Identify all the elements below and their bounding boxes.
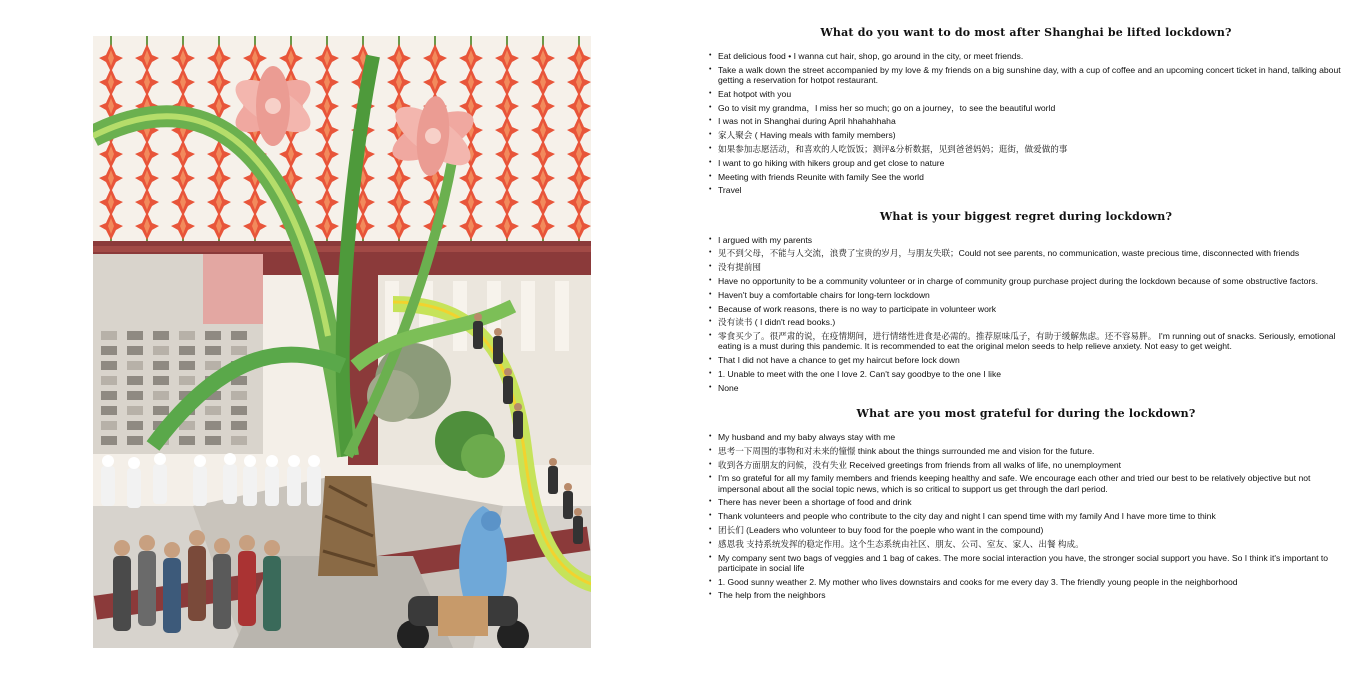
answer-item: • The help from the neighbors xyxy=(706,590,1346,600)
collage-svg xyxy=(93,36,591,648)
answer-item: • 思考一下周围的事物和对未来的憧憬 think about the things surrounded me and vision for the future. xyxy=(706,446,1346,456)
answer-item: • None xyxy=(706,383,1346,393)
answer-item: • There has never been a shortage of food and drink xyxy=(706,497,1346,507)
answer-list xyxy=(706,432,1346,601)
answer-item: • 见不到父母，不能与人交流，浪费了宝贵的岁月，与朋友失联；Could not see parents, no communication, waste precious time, disconnected with friends xyxy=(706,248,1346,258)
answer-list xyxy=(706,235,1346,393)
section-title: What is your biggest regret during lockdown? xyxy=(879,209,1173,223)
section-biggest-regret xyxy=(706,210,1346,393)
answer-item: • Go to visit my grandma，I miss her so much; go on a journey，to see the beautiful world xyxy=(706,103,1346,113)
answer-item: • I was not in Shanghai during April hhahahhaha xyxy=(706,116,1346,126)
answer-item: • 没有提前囤 xyxy=(706,262,1346,272)
answer-item: • My husband and my baby always stay with me xyxy=(706,432,1346,442)
survey-text-panel xyxy=(706,20,1346,665)
answer-item: • I argued with my parents xyxy=(706,235,1346,245)
answer-item: • I'm so grateful for all my family members and friends keeping healthy and safe. We encourage each other and tried our best to be relatively objective but not impersonal about all the social topic news, which is so critical to support us get through the darl period. xyxy=(706,473,1346,493)
answer-item: • 没有读书 ( I didn't read books.) xyxy=(706,317,1346,327)
answer-item: • 1. Unable to meet with the one I love 2. Can't say goodbye to the one I like xyxy=(706,369,1346,379)
answer-item: • 1. Good sunny weather 2. My mother who lives downstairs and cooks for me every day 3. The friendly young people in the neighborhood xyxy=(706,577,1346,587)
answer-item: • 如果参加志愿活动，和喜欢的人吃饭饭；测评&分析数据，见到爸爸妈妈；逛街，做爱做的事 xyxy=(706,144,1346,154)
section-title: What are you most grateful for during the lockdown? xyxy=(856,406,1196,420)
answer-item: • Because of work reasons, there is no way to participate in volunteer work xyxy=(706,304,1346,314)
answer-item: • 家人聚会 ( Having meals with family members) xyxy=(706,130,1346,140)
answer-item: • Eat delicious food • I wanna cut hair, shop, go around in the city, or meet friends. xyxy=(706,51,1346,61)
answer-item: • 零食买少了。很严肃的说，在疫情期间，进行情绪性进食是必需的。推荐原味瓜子，有助于缓解焦虑。还不容易胖。 I'm running out of snacks. Seriously, emotional eating is a must during this pandemic. It is recommended to eat the original melon seeds to help relieve anxiety. Not easy to get weight. xyxy=(706,331,1346,351)
answer-item: • I want to go hiking with hikers group and get close to nature xyxy=(706,158,1346,168)
answer-item: • Take a walk down the street accompanied by my love & my friends on a big sunshine day, with a cup of coffee and an upcoming concert ticket in hand, talking about getting a reservation for hotpot restaurant. xyxy=(706,65,1346,85)
answer-item: • Travel xyxy=(706,185,1346,195)
answer-item: • My company sent two bags of veggies and 1 bag of cakes. The more social interaction you have, the stronger social support you have. So I think it's important to participate in social life xyxy=(706,553,1346,573)
answer-item: • Haven't buy a comfortable chairs for long-tern lockdown xyxy=(706,290,1346,300)
section-want-after-lockdown xyxy=(706,26,1346,196)
answer-item: • Eat hotpot with you xyxy=(706,89,1346,99)
answer-item: • Have no opportunity to be a community volunteer or in charge of community group purchase project during the lockdown because of some obstructive factors. xyxy=(706,276,1346,286)
answer-item: • 感恩我 支持系统发挥的稳定作用。这个生态系统由社区、朋友、公司、室友、家人、出餐 构成。 xyxy=(706,539,1346,549)
collage-illustration xyxy=(93,36,591,648)
answer-item: • Meeting with friends Reunite with family See the world xyxy=(706,172,1346,182)
answer-item: • 收到各方面朋友的问候，没有失业 Received greetings from friends from all walks of life, no unemployment xyxy=(706,460,1346,470)
answer-list xyxy=(706,51,1346,196)
trunk xyxy=(318,476,378,576)
answer-item: • Thank volunteers and people who contribute to the city day and night I can spend time with my family And I have more time to think xyxy=(706,511,1346,521)
answer-item: • 团长们 (Leaders who volunteer to buy food for the poeple who want in the compound) xyxy=(706,525,1346,535)
section-title: What do you want to do most after Shanghai be lifted lockdown? xyxy=(820,26,1232,39)
upper-wall xyxy=(93,36,591,246)
answer-item: • That I did not have a chance to get my haircut before lock down xyxy=(706,355,1346,365)
section-most-grateful xyxy=(706,407,1346,601)
